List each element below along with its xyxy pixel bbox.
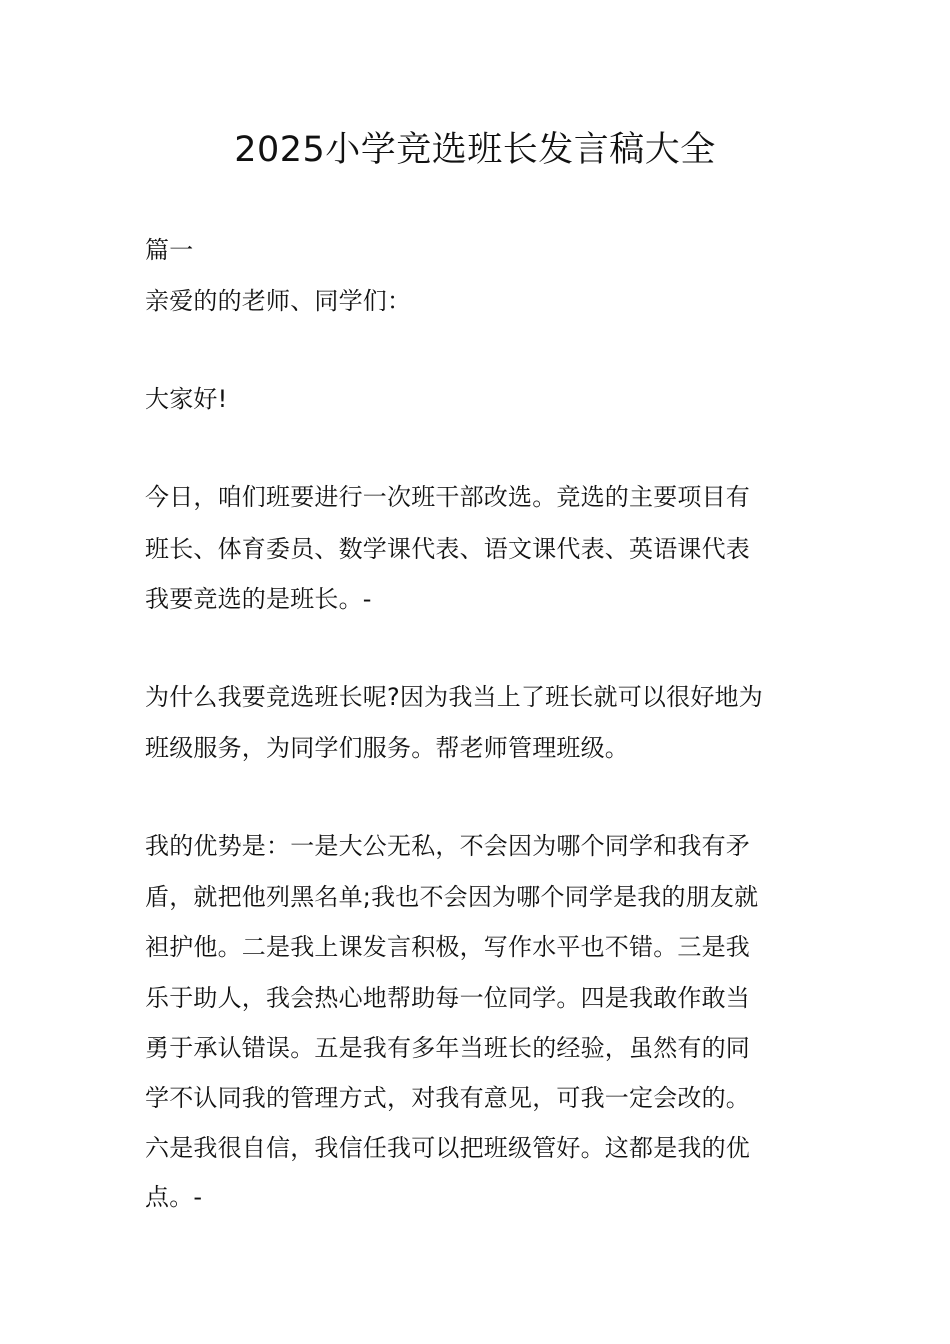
paragraph-line: 班长、体育委员、数学课代表、语文课代表、英语课代表 <box>145 535 750 563</box>
paragraph-line: 点。- <box>145 1183 203 1211</box>
paragraph-line: 勇于承认错误。五是我有多年当班长的经验，虽然有的同 <box>145 1034 750 1062</box>
salutation: 亲爱的的老师、同学们： <box>145 287 412 315</box>
paragraph-line: 袒护他。二是我上课发言积极，写作水平也不错。三是我 <box>145 933 750 961</box>
paragraph-line: 我的优势是：一是大公无私，不会因为哪个同学和我有矛 <box>145 832 750 860</box>
paragraph-line: 学不认同我的管理方式，对我有意见，可我一定会改的。 <box>145 1084 750 1112</box>
paragraph-line: 乐于助人，我会热心地帮助每一位同学。四是我敢作敢当 <box>145 984 750 1012</box>
paragraph-line: 六是我很自信，我信任我可以把班级管好。这都是我的优 <box>145 1134 750 1162</box>
paragraph-line: 为什么我要竞选班长呢?因为我当上了班长就可以很好地为 <box>145 683 763 711</box>
paragraph-line: 今日，咱们班要进行一次班干部改选。竞选的主要项目有 <box>145 483 750 511</box>
greeting: 大家好! <box>145 385 228 413</box>
paragraph-line: 我要竞选的是班长。- <box>145 585 372 613</box>
paragraph-line: 盾，就把他列黑名单;我也不会因为哪个同学是我的朋友就 <box>145 883 759 911</box>
document-title: 2025小学竞选班长发言稿大全 <box>234 130 716 170</box>
section-heading: 篇一 <box>145 236 194 264</box>
paragraph-line: 班级服务，为同学们服务。帮老师管理班级。 <box>145 734 629 762</box>
